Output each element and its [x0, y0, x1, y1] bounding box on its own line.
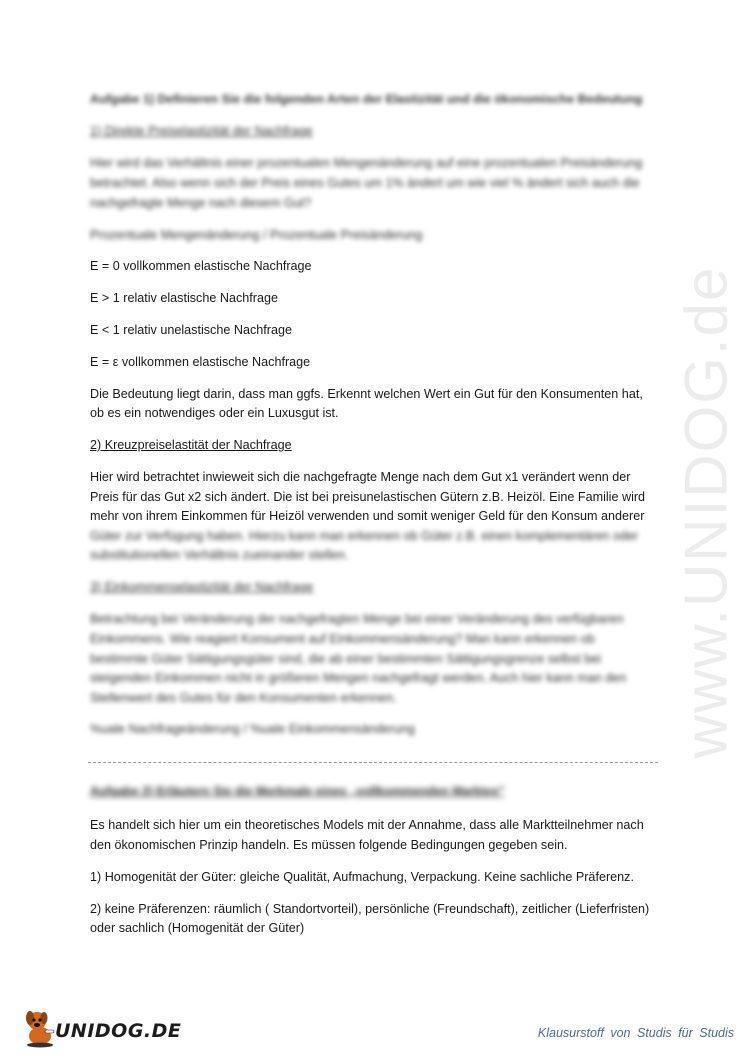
section3-text-line: steigenden Einkommen nicht in größeren Mengen nachgefragt werden. Auch hier kann man den: [90, 671, 627, 685]
elasticity-case: E = 0 vollkommen elastische Nachfrage: [90, 259, 312, 273]
elasticity-case: E < 1 relativ unelastische Nachfrage: [90, 323, 292, 337]
section2-text-line: Preis für das Gut x2 sich ändert. Die ist bei preisunelastischen Gütern z.B. Heizöl. Eine Familie wird: [90, 490, 646, 504]
task2-title: Aufgabe 2) Erläutern Sie die Merkmale eines „vollkommenden Marktes": [90, 784, 505, 798]
section3-heading: 3) Einkommenselastizität der Nachfrage: [90, 580, 314, 594]
section2-blurred-line: substitutionellen Verhältnis zueinander stellen.: [90, 548, 349, 562]
dog-mascot-icon: [22, 1006, 58, 1048]
section3-formula: %uale Nachfrageänderung / %uale Einkommensänderung: [90, 722, 415, 736]
task1-title: Aufgabe 1) Definieren Sie die folgenden Arten der Elastizität und die ökonomische Bedeutung: [90, 92, 643, 106]
footer-slogan: Klausurstoff von Studis für Studis: [537, 1026, 734, 1040]
task2-item: 1) Homogenität der Güter: gleiche Qualität, Aufmachung, Verpackung. Keine sachliche Präferenz.: [90, 870, 634, 884]
task2-item: oder sachlich (Homogenität der Güter): [90, 921, 305, 935]
section2-heading: 2) Kreuzpreiselastität der Nachfrage: [90, 438, 292, 452]
elasticity-case: E > 1 relativ elastische Nachfrage: [90, 291, 278, 305]
elasticity-case: E = ε vollkommen elastische Nachfrage: [90, 355, 311, 369]
section1-text-line: Hier wird das Verhältnis einer prozentualen Mengenänderung auf eine prozentualen Preisänderung: [90, 156, 643, 170]
task2-intro-line: Es handelt sich hier um ein theoretisches Models mit der Annahme, dass alle Marktteilnehmer nach: [90, 818, 644, 832]
meaning-text-line: ob es ein notwendiges oder ein Luxusgut ist.: [90, 406, 339, 420]
section-divider: [88, 762, 658, 763]
logo[interactable]: [22, 1006, 182, 1050]
watermark-text: www.UNIDOG.de: [672, 265, 740, 759]
section3-text-line: bestimmte Güter Sättigungsgüter sind, die ab einer bestimmten Sättigungsgrenze selbst bei: [90, 652, 602, 666]
meaning-text-line: Die Bedeutung liegt darin, dass man ggfs. Erkennt welchen Wert ein Gut für den Konsumenten hat,: [90, 387, 643, 401]
section1-heading: 1) Direkte Preiselastizität der Nachfrage: [90, 124, 313, 138]
section1-formula: Prozentuale Mengenänderung / Prozentuale Preisänderung: [90, 228, 423, 242]
section2-blurred-line: Güter zur Verfügung haben. Hierzu kann man erkennen ob Güter z.B. einen komplementären oder: [90, 529, 639, 543]
section3-text-line: Stellenwert des Gutes für den Konsumenten erkennen.: [90, 691, 397, 705]
section3-text-line: Betrachtung bei Veränderung der nachgefragten Menge bei einer Veränderung des verfügbaren: [90, 612, 624, 626]
section1-text-line: nachgefragte Menge nach diesem Gut?: [90, 196, 312, 210]
section3-text-line: Einkommens. Wie reagiert Konsument auf Einkommensänderung? Man kann erkennen ob: [90, 632, 595, 646]
section2-text-line: mehr von ihrem Einkommen für Heizöl verwenden und somit weniger Geld für den Konsum anderer: [90, 509, 645, 523]
task2-intro-line: den ökonomischen Prinzip handeln. Es müssen folgende Bedingungen gegeben sein.: [90, 838, 568, 852]
section1-text-line: betrachtet. Also wenn sich der Preis eines Gutes um 1% ändert um wie viel % ändert sich auch die: [90, 176, 640, 190]
section2-text-line: Hier wird betrachtet inwieweit sich die nachgefragte Menge nach dem Gut x1 verändert wenn der: [90, 470, 631, 484]
task2-item: 2) keine Präferenzen: räumlich ( Standortvorteil), persönliche (Freundschaft), zeitlicher (Lieferfristen): [90, 902, 650, 916]
logo-text: UNIDOG.DE: [55, 1020, 182, 1042]
